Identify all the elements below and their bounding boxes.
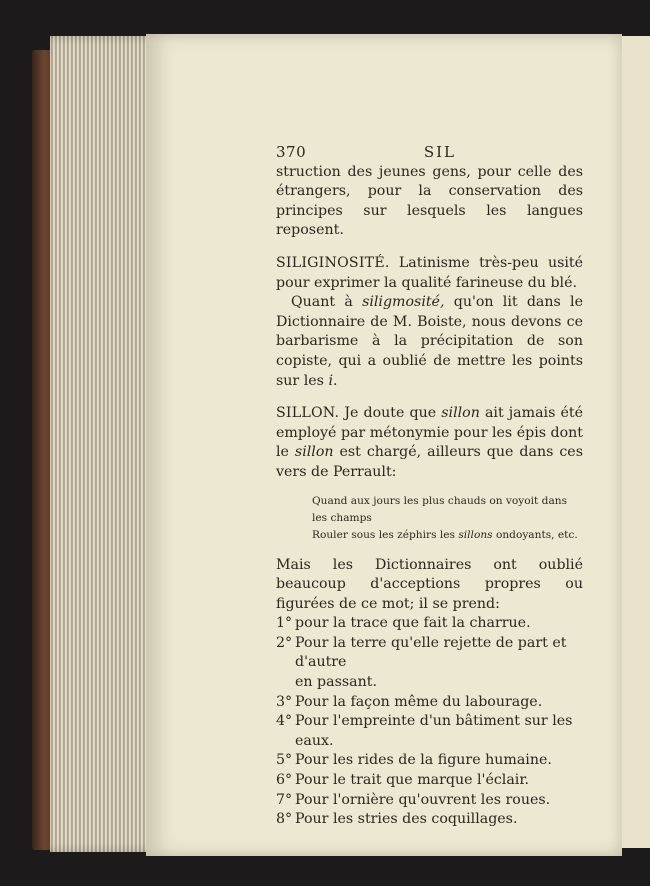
list-item: 4° Pour l'empreinte d'un bâtiment sur les eaux. xyxy=(276,713,573,749)
list-item: 8° Pour les stries des coquillages. xyxy=(276,811,518,828)
verse-quotation: Quand aux jours les plus chauds on voyoit dans les champs Rouler sous les zéphirs les sillons ondoyants, etc. xyxy=(312,494,578,541)
list-item: 1° pour la trace que fait la charrue. xyxy=(276,615,531,632)
list-item: 7° Pour l'ornière qu'ouvrent les roues. xyxy=(276,791,551,808)
list-item-continuation: en passant. xyxy=(295,674,377,691)
facing-page-edge xyxy=(620,36,650,848)
headword: SILIGINOSITÉ. xyxy=(276,254,390,271)
siliginosite-paragraph-2: Quant à siligmosité, qu'on lit dans le Dictionnaire de M. Boiste, nous devons ce barbarisme à la précipitation de son copiste, qui a oublié de mettre les points sur les i. xyxy=(276,294,583,389)
continuation-paragraph: struction des jeunes gens, pour celle des étrangers, pour la conservation des principes sur lesquels les langues reposent. xyxy=(276,163,583,239)
list-item: 6° Pour le trait que marque l'éclair. xyxy=(276,772,530,789)
sense-list xyxy=(276,614,583,830)
entry-sillon: SILLON. Je doute que sillon ait jamais été employé par métonymie pour les épis dont le sillon est chargé, ailleurs que dans ces vers de Perrault: xyxy=(276,405,583,480)
page-header xyxy=(276,143,456,163)
list-item: 2° Pour la terre qu'elle rejette de part et d'autre xyxy=(276,634,567,671)
page-number: 370 xyxy=(276,143,307,161)
entry-siliginosite: SILIGINOSITÉ. Latinisme très-peu usité pour exprimer la qualité farineuse du blé. xyxy=(276,254,583,291)
page-text xyxy=(276,143,583,830)
list-item: 5° Pour les rides de la figure humaine. xyxy=(276,752,552,769)
sillon-paragraph-2: Mais les Dictionnaires ont oublié beaucoup d'acceptions propres ou figurées de ce mot; il se prend: xyxy=(276,556,583,612)
running-title: SIL xyxy=(423,143,456,161)
list-item: 3° Pour la façon même du labourage. xyxy=(276,693,543,710)
headword: SILLON. xyxy=(276,405,340,422)
